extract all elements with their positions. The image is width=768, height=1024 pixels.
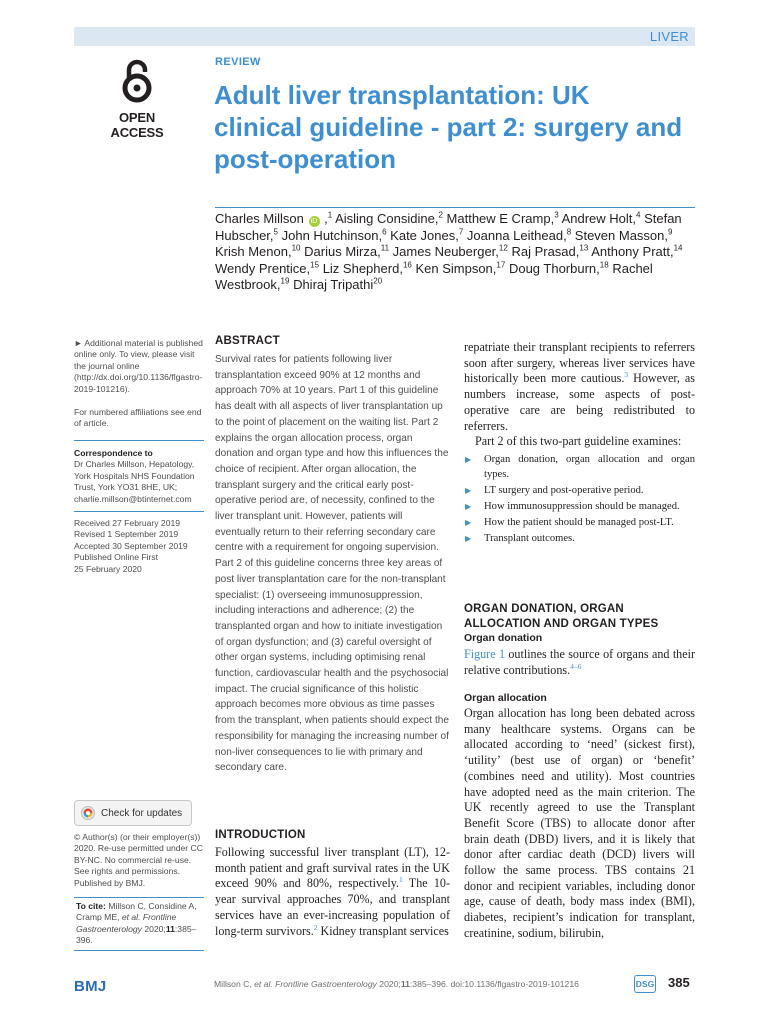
author-name: Doug Thorburn	[508, 260, 597, 276]
affiliation-number: 14	[673, 243, 683, 253]
author-name: Rachel Westbrook	[215, 260, 653, 293]
open-access-logo	[92, 58, 182, 140]
footer-citation	[214, 979, 579, 989]
orcid-icon[interactable]: iD	[309, 216, 320, 227]
organ-allocation-paragraph: Organ allocation has long been debated across many healthcare systems. Organs can be allocated according to ‘need’ (sickest first), ‘utility’ (best use of organ) or ‘benefit’ (combines need and utility). Most countries have adopted need as the main criterion. The UK recently agreed to use the Transplant Benefit Score (TBS) to allocate donor after brain death (DBD) livers, and it is likely that donor after cardiac death (DCD) livers will follow the same process. TBS contains 21 donor and recipient variables, including donor age, cause of death, body mass index (BMI), diabetes, recipient’s indication for transplant, creatinine, sodium, bilirubin,	[464, 706, 695, 940]
footer-cite-journal: Frontline Gastroenterology	[275, 979, 377, 989]
reference-1[interactable]: 1	[399, 875, 403, 885]
authors-divider	[215, 207, 695, 208]
check-updates-icon	[81, 806, 95, 820]
affiliation-number: 16	[402, 260, 412, 270]
introduction-paragraph	[215, 845, 450, 939]
affiliation-number: 10	[291, 243, 301, 253]
section-heading-organ-donation: ORGAN DONATION, ORGAN ALLOCATION AND ORGAN TYPES	[464, 603, 659, 631]
category-bar	[74, 27, 695, 46]
affiliation-number: 18	[599, 260, 609, 270]
author-name: Liz Shepherd	[322, 260, 400, 276]
author-name: Ken Simpson	[415, 260, 493, 276]
fig-text: outlines the source of organs and their relative contributions.	[464, 647, 695, 677]
author-name: Andrew Holt	[561, 211, 633, 226]
reference-3[interactable]: 3	[624, 370, 629, 380]
author-name: Kate Jones	[390, 227, 456, 243]
dsg-badge: DSG	[634, 975, 656, 993]
list-item: ▶ How immunosuppression should be managed.	[464, 499, 695, 514]
reference-4-6[interactable]: 4–6	[570, 661, 582, 671]
sidebar-divider	[74, 440, 204, 441]
introduction-heading: INTRODUCTION	[215, 829, 306, 841]
author-name: Anthony Pratt	[591, 244, 670, 260]
intro-text-b: The 10-year survival approaches 70%, and transplant services have an ever-increasing population of long-term survivors.	[215, 876, 450, 938]
open-access-label: OPEN ACCESS	[110, 110, 164, 140]
continuation-paragraph	[464, 340, 695, 434]
additional-material-note: ► Additional material is published online only. To view, please visit the journal online (http://dx.doi.org/10.1136/flgastro-2019-101216).	[74, 338, 203, 394]
cite-etal: et al.	[121, 912, 141, 923]
open-access-icon	[120, 58, 154, 104]
author-name: Aisling Considine	[335, 211, 435, 226]
author-name: Krish Menon	[215, 244, 288, 260]
cite-authors: Millson C, Considine A, Cramp ME,	[76, 901, 197, 923]
cont-text-a: repatriate their transplant recipients to referrers soon after surgery, whereas liver services have historically been more cautious.	[464, 340, 695, 386]
article-dates	[74, 518, 204, 575]
cite-label: To cite:	[76, 901, 106, 911]
correspondence-block	[74, 448, 204, 505]
author-name: Joanna Leithead	[466, 227, 564, 243]
date-published: 25 February 2020	[74, 563, 142, 574]
check-updates-label: Check for updates	[101, 807, 183, 819]
footer-cite-volume: 11	[400, 979, 410, 989]
bmj-logo: BMJ	[74, 978, 107, 995]
category-label: LIVER	[649, 29, 689, 44]
section-tag: REVIEW	[215, 56, 261, 68]
author-name: Dhiraj Tripathi	[293, 277, 374, 293]
reference-2[interactable]: 2	[313, 922, 318, 932]
author-name: John Hutchinson	[281, 227, 379, 243]
affiliation-number: 15	[310, 260, 320, 270]
figure-1-link[interactable]: Figure 1	[464, 647, 505, 661]
affiliations-note: For numbered affiliations see end of article.	[74, 407, 202, 429]
footer-cite-etal: et al.	[254, 979, 273, 989]
subheading-organ-allocation: Organ allocation	[464, 692, 547, 704]
check-updates-button[interactable]	[74, 800, 192, 826]
affiliation-number: 11	[380, 243, 390, 253]
abstract-text: Survival rates for patients following liver transplantation exceed 90% at 12 months and approach 70% at 10 years. Part 1 of this guideline has dealt with all aspects of liver transplantation up to the point of placement on the waiting list. Part 2 explains the organ allocation process, organ donation and organ type and how this influences the choice of recipient. After organ allocation, the transplant surgery and the critical early post-operative period are, of necessity, confined to the liver transplant unit. However, patients will eventually return to their referring secondary care centre with a requirement for ongoing supervision. Part 2 of this guideline concerns three key areas of post liver transplantation care for the non-transplant specialist: (1) overseeing immunosuppression, including interactions and adherence; (2) the transplanted organ and how to initiate investigation of organ dysfunction; and (3) careful oversight of other organ systems, including optimising renal function, cardiovascular health and the psychosocial impact. The crucial significance of this holistic approach becomes more obvious as time passes from the transplant, when patients should expect the responsibility for managing the increasing number of non-liver consequences to lie with primary and secondary care.	[215, 354, 449, 774]
article-title: Adult liver transplantation: UK clinical guideline - part 2: surgery and post-operation	[214, 80, 683, 174]
author-name: Darius Mirza	[304, 244, 378, 260]
list-item: ▶ Transplant outcomes.	[464, 531, 695, 546]
examines-list	[464, 452, 695, 546]
author-name: Steven Masson	[574, 227, 665, 243]
date-published-label: Published Online First	[74, 552, 159, 563]
intro-text-a: Following successful liver transplant (LT), 12-month patient and graft survival rates in the UK exceed 90% and 80%, respectively.	[215, 845, 450, 891]
list-item: ▶ How the patient should be managed post-LT.	[464, 515, 695, 530]
cite-journal: Frontline Gastroenterology	[76, 912, 177, 934]
list-item: ▶ Organ donation, organ allocation and organ types.	[464, 452, 695, 482]
affiliation-number: 3	[554, 210, 559, 220]
date-received: Received 27 February 2019	[74, 518, 181, 528]
author-name: Matthew E Cramp	[446, 211, 551, 226]
organ-donation-paragraph	[464, 647, 695, 678]
affiliation-number: 19	[280, 277, 290, 287]
subheading-organ-donation: Organ donation	[464, 632, 543, 644]
affiliation-number: 17	[496, 260, 506, 270]
cont-text-b: However, as numbers increase, some aspects of post-operative care are being redistributed to referrers.	[464, 371, 695, 433]
affiliation-number: 20	[373, 277, 383, 287]
abstract-heading: ABSTRACT	[215, 335, 280, 347]
affiliation-number: 5	[273, 227, 278, 237]
date-accepted: Accepted 30 September 2019	[74, 540, 188, 551]
author-name: James Neuberger	[392, 244, 496, 260]
author-name: Raj Prasad	[511, 244, 576, 260]
affiliation-number: 6	[382, 227, 387, 237]
citation-box	[74, 897, 204, 951]
affiliation-number: 4	[636, 210, 641, 220]
affiliation-number: 7	[458, 227, 464, 237]
cite-volume: 11	[165, 923, 175, 934]
author-list: Charles Millson iD ,$^1$ Aisling Considine,$^2$ Matthew E Cramp,$^3$ Andrew Holt,$^4$ Stefan Hubscher,$^5$ John Hutchinson,$^6$ Kate Jones,$^7$ Joanna Leithead,$^8$ Steven Masson,$^9$ Krish Menon,$^{10}$ Darius Mirza,$^{11}$ James Neuberger,$^{12}$ Raj Prasad,$^{13}$ Anthony Pratt,$^{14}$ Wendy Prentice,$^{15}$ Liz Shepherd,$^{16}$ Ken Simpson,$^{17}$ Doug Thorburn,$^{18}$ Rachel Westbrook,$^{19}$ Dhiraj Tripathi$^{20}$	[215, 210, 683, 293]
correspondence-heading: Correspondence to	[74, 448, 153, 458]
affiliation-number: 9	[668, 227, 673, 237]
author-name: Stefan Hubscher	[215, 211, 682, 243]
affiliation-number: 13	[579, 243, 589, 253]
cite-pages: :385–396.	[76, 923, 197, 946]
copyright-notice: © Author(s) (or their employer(s)) 2020. Re-use permitted under CC BY-NC. No commercial re-use. See rights and permissions. Published by BMJ.	[74, 832, 203, 888]
footer-cite-authors: Millson C,	[214, 979, 252, 989]
page-number: 385	[668, 975, 690, 990]
intro-text-c: Kidney transplant services	[317, 923, 449, 938]
author-name: Wendy Prentice	[215, 260, 307, 276]
correspondence-text: Dr Charles Millson, Hepatology, York Hospitals NHS Foundation Trust, York YO31 8HE, UK; charlie.millson@btinternet.com	[74, 459, 195, 504]
author-name: Charles Millson	[215, 211, 304, 226]
cite-year: 2020;	[144, 923, 166, 934]
footer-cite-year: 2020;	[379, 979, 401, 989]
affiliation-number: 12	[498, 243, 508, 253]
list-item: ▶ LT surgery and post-operative period.	[464, 483, 695, 498]
sidebar-divider	[74, 511, 204, 512]
affiliation-number: 1	[327, 210, 333, 220]
right-column-intro	[464, 340, 695, 547]
date-revised: Revised 1 September 2019	[74, 529, 179, 540]
affiliation-number: 2	[438, 210, 443, 220]
affiliation-number: 8	[566, 227, 572, 237]
part2-paragraph: Part 2 of this two-part guideline examines:	[475, 434, 682, 449]
footer-cite-doi: :385–396. doi:10.1136/flgastro-2019-101216	[409, 979, 579, 989]
